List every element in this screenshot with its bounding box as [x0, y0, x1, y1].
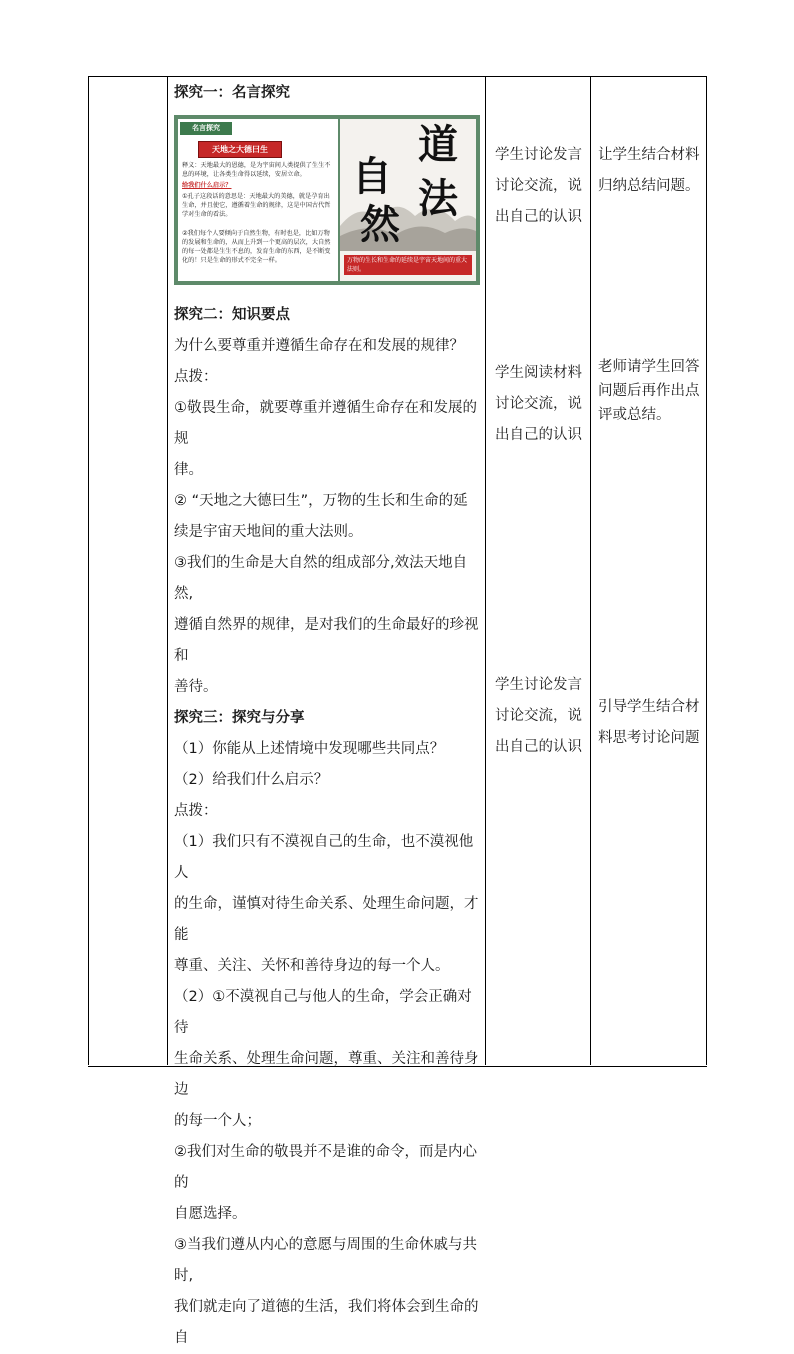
question-text: 为什么要尊重并遵循生命存在和发展的规律？	[174, 338, 464, 354]
slide-text-panel	[178, 119, 338, 281]
student-activity-3	[495, 670, 587, 763]
table-border-right	[706, 76, 707, 1065]
point-text: 律。	[174, 462, 203, 478]
point-text: 遵循自然界的规律，是对我们的生命最好的珍视和	[174, 617, 479, 664]
answer-text: 尊重、关注、关怀和善待身边的每一个人。	[174, 958, 450, 974]
calligraphy-char: 道	[418, 121, 458, 168]
table-border-left	[88, 76, 89, 1065]
point-text: ② “天地之大德曰生”，万物的生长和生命的延	[174, 493, 468, 509]
section3-title: 探究三：探究与分享	[174, 710, 305, 726]
cell-line: 出自己的认识	[495, 427, 582, 443]
answer-text: ③当我们遵从内心的意愿与周围的生命休戚与共时,	[174, 1237, 477, 1284]
answer-text: 生命关系、处理生命问题，尊重、关注和善待身边	[174, 1051, 479, 1098]
cell-line: 学生阅读材料	[495, 365, 582, 381]
slide-caption: 万物的生长和生命的延续是宇宙天地间的重大法则。	[344, 255, 472, 275]
slide-image	[174, 115, 480, 285]
table-divider-2	[485, 76, 486, 1065]
table-divider-1	[167, 76, 168, 1065]
cell-line: 引导学生结合材	[598, 699, 700, 715]
calligraphy-panel	[340, 119, 476, 281]
cell-line: 讨论交流，说	[495, 396, 582, 412]
point-text: 续是宇宙天地间的重大法则。	[174, 524, 363, 540]
slide-text: ②我们每个人要倾向于自然生物，有时也是，比如万物的发展和生命的，从而上升到一个更高的层次，大自然的每一处都是生生不息的，发育生命的东西，是不断变化的！只是生命的形式不完全一样。	[182, 230, 331, 264]
hint-label: 点拨：	[174, 803, 218, 819]
cell-line: 归纳总结问题。	[598, 178, 700, 194]
answer-text: ②我们对生命的敬畏并不是谁的命令，而是内心的	[174, 1144, 477, 1191]
design-intent-2	[598, 355, 704, 427]
student-activity-1	[495, 140, 587, 233]
slide-tag: 名言探究	[180, 122, 232, 135]
cell-line: 讨论交流，说	[495, 708, 582, 724]
cell-line: 学生讨论发言	[495, 147, 582, 163]
slide-text: 释义：天地最大的恩德，是为宇宙间人类提供了生生不息的环境，让各类生命得以延续，安居立命。	[182, 162, 331, 178]
cell-line: 出自己的认识	[495, 739, 582, 755]
cell-line: 让学生结合材料	[598, 147, 700, 163]
point-text: ③我们的生命是大自然的组成部分,效法天地自然,	[174, 555, 468, 602]
calligraphy-char: 自	[352, 153, 392, 200]
point-text: 善待。	[174, 679, 218, 695]
table-divider-3	[590, 76, 591, 1065]
answer-text: 的生命，谨慎对待生命关系、处理生命问题，才能	[174, 896, 479, 943]
section1-title: 探究一：名言探究	[174, 85, 290, 101]
cell-line: 学生讨论发言	[495, 677, 582, 693]
section2-title: 探究二：知识要点	[174, 307, 290, 323]
design-intent-3	[598, 692, 704, 754]
answer-text: 的每一个人；	[174, 1113, 261, 1129]
cell-line: 老师请学生回答	[598, 359, 700, 375]
answer-text: 自愿选择。	[174, 1206, 247, 1222]
answer-text: 我们就走向了道德的生活，我们将体会到生命的自	[174, 1299, 479, 1346]
point-text: ①敬畏生命，就要尊重并遵循生命存在和发展的规	[174, 400, 477, 447]
cell-line: 评或总结。	[598, 407, 671, 423]
cell-line: 讨论交流，说	[495, 178, 582, 194]
slide-text: ①孔子这段话的意思是：天地最大的美德，就是孕育出生命，并且使它，遵循着生命的规律，这是中国古代哲学对生命的看法。	[182, 193, 331, 218]
cell-line: 问题后再作出点	[598, 383, 700, 399]
calligraphy-char: 法	[418, 175, 458, 222]
cell-line: 出自己的认识	[495, 209, 582, 225]
slide-question: 给我们什么启示？	[182, 182, 232, 189]
hint-label: 点拨：	[174, 369, 218, 385]
answer-text: （2）①不漠视自己与他人的生命，学会正确对待	[174, 989, 472, 1036]
student-activity-2	[495, 358, 587, 451]
question-text: （1）你能从上述情境中发现哪些共同点？	[174, 741, 445, 757]
question-text: （2）给我们什么启示？	[174, 772, 329, 788]
calligraphy-char: 然	[360, 201, 400, 248]
design-intent-1	[598, 140, 704, 202]
slide-banner: 天地之大德曰生	[198, 141, 282, 158]
answer-text: （1）我们只有不漠视自己的生命，也不漠视他人	[174, 834, 474, 881]
cell-line: 料思考讨论问题	[598, 730, 700, 746]
